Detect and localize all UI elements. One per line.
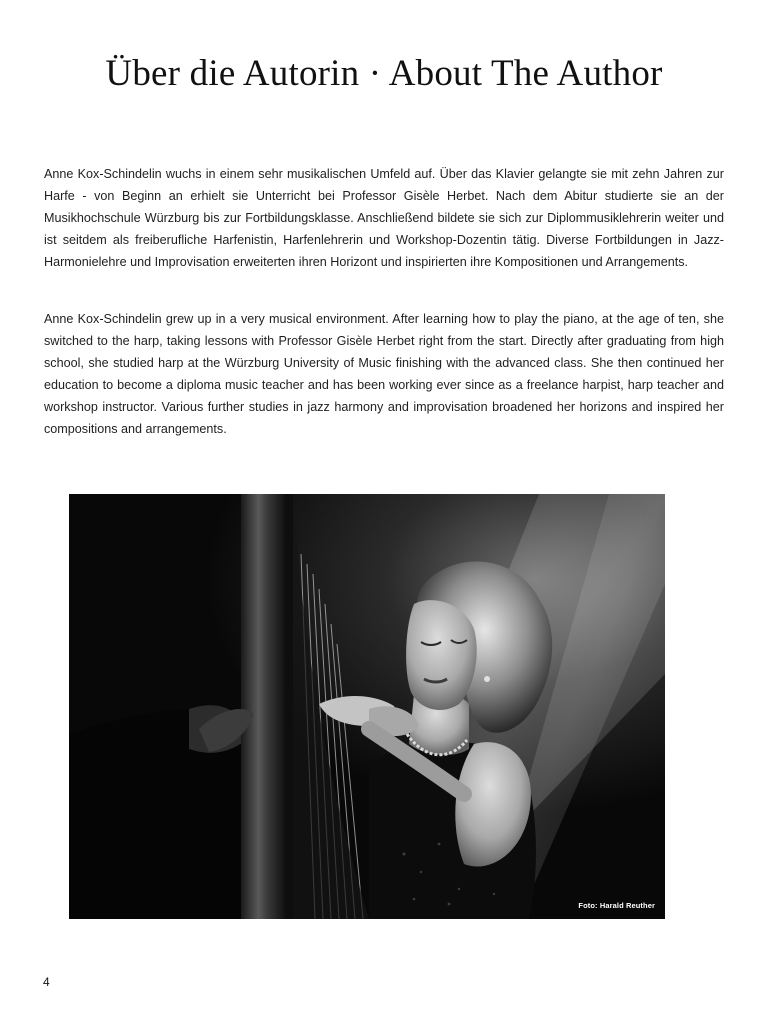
page-number: 4 <box>43 975 50 989</box>
page-title: Über die Autorin · About The Author <box>105 53 663 94</box>
bio-paragraph-german: Anne Kox-Schindelin wuchs in einem sehr musikalischen Umfeld auf. Über das Klavier gelangte sie mit zehn Jahren zur Harfe - von Beginn an erhielt sie Unterricht bei Professor Gisèle Herbet. Nach dem Abitur studierte sie an der Musikhochschule Würzburg bis zur Fortbildungsklasse. Anschließend bildete sie sich zur Diplommusiklehrerin weiter und ist seitdem als freiberufliche Harfenistin, Harfenlehrerin und Workshop-Dozentin tätig. Diverse Fortbildungen in Jazz-Harmonielehre und Improvisation erweiterten ihren Horizont und inspirierten ihre Kompositionen und Arrangements. <box>44 167 724 269</box>
author-photo <box>69 494 665 919</box>
photo-credit: Foto: Harald Reuther <box>578 901 655 910</box>
author-photo-illustration <box>69 494 665 919</box>
bio-paragraph-english: Anne Kox-Schindelin grew up in a very musical environment. After learning how to play the piano, at the age of ten, she switched to the harp, taking lessons with Professor Gisèle Herbet right from the start. Directly after graduating from high school, she studied harp at the Würzburg University of Music finishing with the advanced class. She then continued her education to become a diploma music teacher and has been working ever since as a freelance harpist, harp teacher and workshop instructor. Various further studies in jazz harmony and improvisation broadened her horizons and inspired her compositions and arrangements. <box>44 312 724 436</box>
